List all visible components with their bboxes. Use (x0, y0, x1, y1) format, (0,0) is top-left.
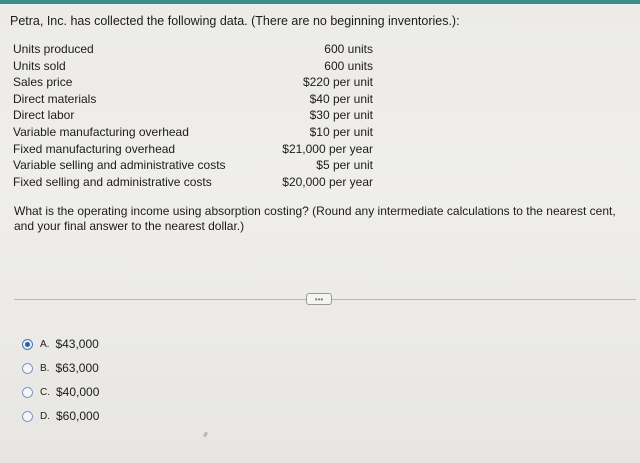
data-value: $220 per unit (302, 75, 373, 90)
data-row (13, 91, 373, 108)
option-b[interactable] (22, 356, 99, 380)
data-value: $20,000 per year (282, 174, 373, 189)
data-value: $40 per unit (309, 91, 373, 106)
radio-icon[interactable] (22, 411, 33, 422)
option-letter: C. (40, 386, 50, 398)
intro-text: Petra, Inc. has collected the following data. (There are no beginning inventories.): (10, 14, 460, 28)
data-row (13, 174, 373, 191)
radio-icon[interactable] (22, 387, 33, 398)
data-row (13, 157, 373, 174)
data-row (13, 124, 373, 141)
option-letter: A. (40, 338, 50, 350)
option-label: $40,000 (56, 385, 100, 399)
answer-options (22, 332, 99, 428)
data-label: Units sold (13, 58, 66, 73)
data-label: Variable manufacturing overhead (13, 124, 189, 139)
option-a[interactable] (22, 332, 99, 356)
data-label: Direct labor (13, 108, 75, 123)
option-letter: B. (40, 362, 50, 374)
option-label: $60,000 (56, 409, 100, 423)
option-c[interactable] (22, 380, 99, 404)
data-value: $10 per unit (309, 124, 373, 139)
expand-handle-button[interactable]: ••• (306, 293, 332, 305)
data-value: 600 units (324, 58, 373, 73)
data-value: $21,000 per year (282, 141, 373, 156)
option-letter: D. (40, 410, 50, 422)
data-label: Sales price (13, 75, 73, 90)
data-row (13, 141, 373, 158)
data-table (13, 41, 373, 190)
data-label: Variable selling and administrative costs (13, 158, 226, 173)
data-value: $5 per unit (316, 158, 373, 173)
option-label: $63,000 (55, 361, 99, 375)
data-value: $30 per unit (309, 108, 373, 123)
data-row (13, 107, 373, 124)
question-text: What is the operating income using absorption costing? (Round any intermediate calculations to the nearest cent, and your final answer to the nearest dollar.) (14, 204, 616, 233)
stray-mark (203, 432, 208, 438)
data-label: Fixed manufacturing overhead (13, 141, 176, 156)
question-page (0, 4, 640, 463)
data-label: Units produced (13, 42, 94, 56)
radio-selected-icon[interactable] (22, 339, 33, 350)
option-label: $43,000 (55, 337, 99, 351)
data-row (13, 58, 373, 75)
data-row (13, 74, 373, 91)
data-label: Fixed selling and administrative costs (13, 174, 212, 189)
option-d[interactable] (22, 404, 99, 428)
data-value: 600 units (324, 42, 373, 56)
radio-icon[interactable] (22, 363, 33, 374)
data-row (13, 41, 373, 58)
data-label: Direct materials (13, 91, 97, 106)
